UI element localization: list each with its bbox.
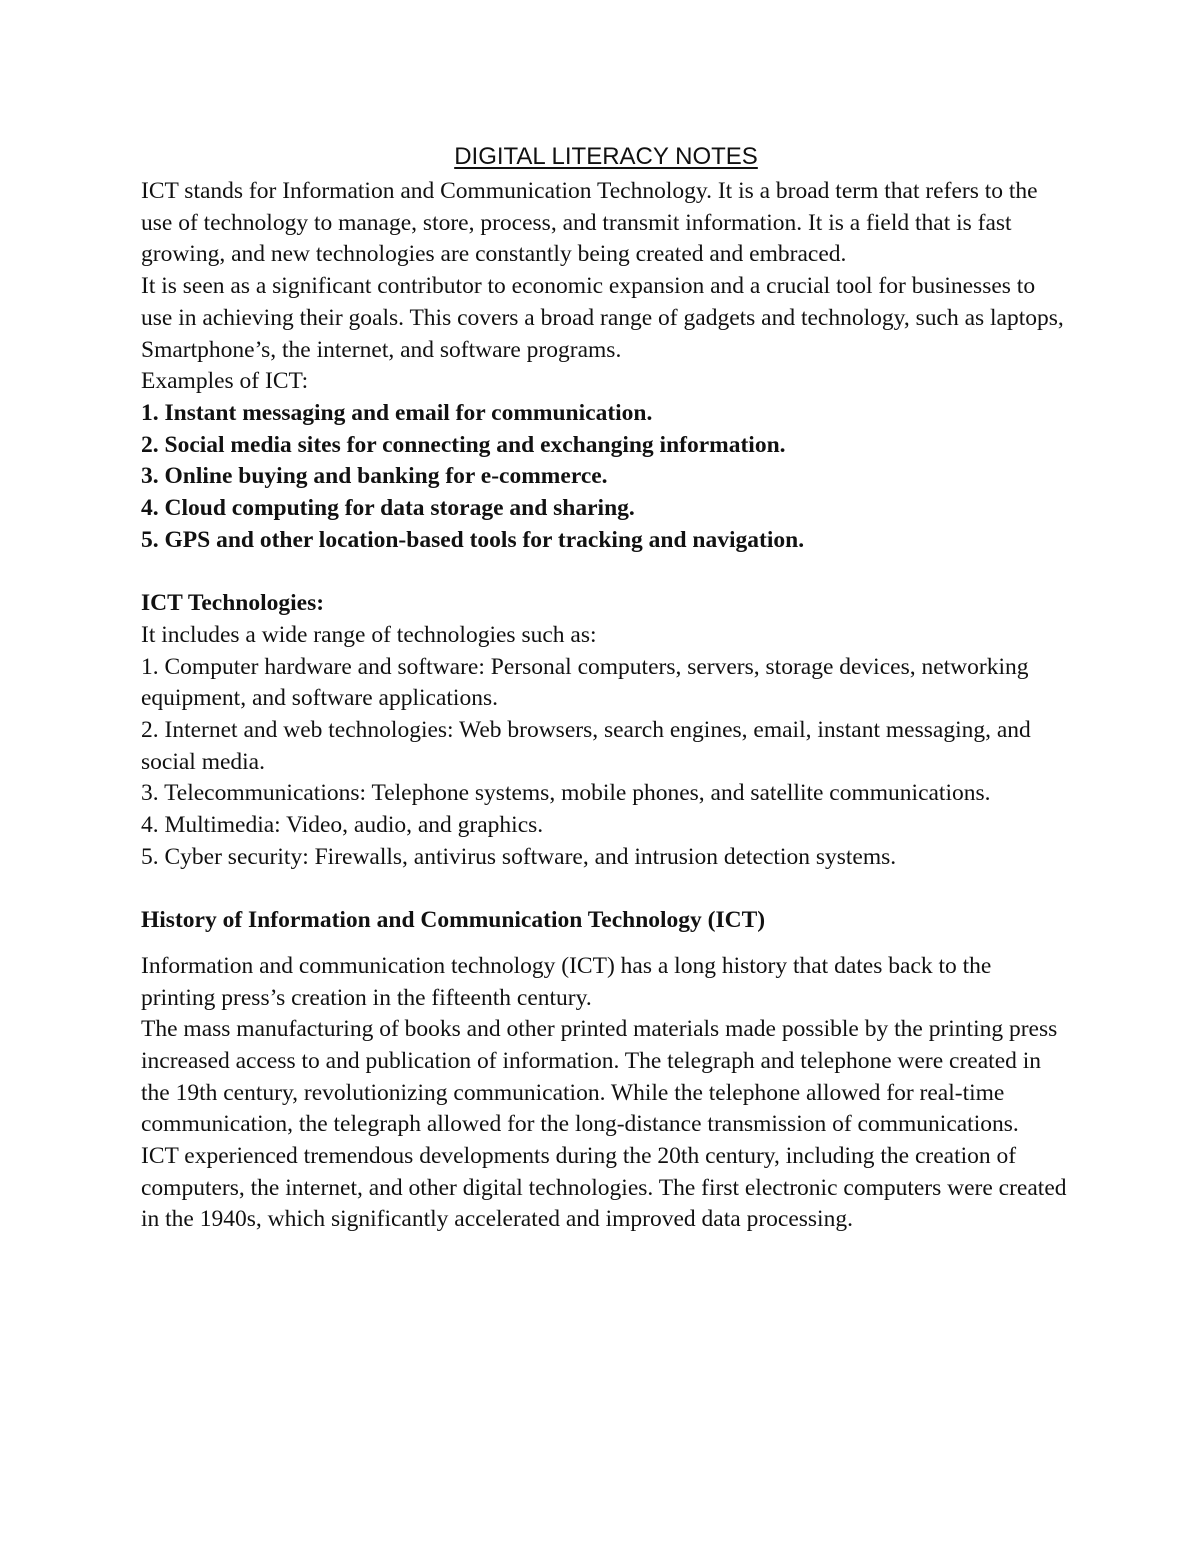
list-item: 4. Multimedia: Video, audio, and graphics. (141, 812, 544, 839)
history-paragraph: ICT experienced tremendous developments during the 20th century, including the creation of computers, the internet, and other digital technologies. The first electronic computers were created in the 1940s, which significantly accelerated and improved data processing. (141, 1143, 1067, 1233)
page-title: DIGITAL LITERACY NOTES (454, 143, 758, 170)
technologies-intro: It includes a wide range of technologies such as: (141, 621, 597, 648)
intro-paragraph: It is seen as a significant contributor to economic expansion and a crucial tool for businesses to use in achieving their goals. This covers a broad range of gadgets and technology, such as laptops, Smartphone’s, the internet, and software programs. (141, 273, 1064, 363)
list-item: 3. Telecommunications: Telephone systems, mobile phones, and satellite communications. (141, 780, 991, 807)
list-item: 5. Cyber security: Firewalls, antivirus software, and intrusion detection systems. (141, 843, 897, 870)
list-item: 5. GPS and other location-based tools for tracking and navigation. (141, 526, 805, 553)
history-paragraph: Information and communication technology (ICT) has a long history that dates back to the printing press’s creation in the fifteenth century. (141, 952, 992, 1011)
document-body (141, 140, 1071, 1236)
history-paragraph: The mass manufacturing of books and other printed materials made possible by the printing press increased access to and publication of information. The telegraph and telephone were created in the 19th century, revolutionizing communication. While the telephone allowed for real-time communication, the telegraph allowed for the long-distance transmission of communications. (141, 1016, 1058, 1138)
spacer (141, 873, 1071, 905)
examples-label: Examples of ICT: (141, 368, 309, 395)
examples-list (141, 398, 1071, 557)
spacer (141, 556, 1071, 588)
section-heading-technologies: ICT Technologies: (141, 590, 325, 617)
list-item: 1. Computer hardware and software: Personal computers, servers, storage devices, networking equipment, and software applications. (141, 653, 1029, 712)
section-heading-history: History of Information and Communication Technology (ICT) (141, 907, 766, 934)
list-item: 1. Instant messaging and email for communication. (141, 399, 653, 426)
list-item: 2. Social media sites for connecting and exchanging information. (141, 431, 786, 458)
list-item: 3. Online buying and banking for e-commerce. (141, 463, 608, 490)
intro-paragraph: ICT stands for Information and Communication Technology. It is a broad term that refers to the use of technology to manage, store, process, and transmit information. It is a field that is fast growing, and new technologies are constantly being created and embraced. (141, 178, 1038, 268)
technologies-list (141, 652, 1071, 874)
list-item: 4. Cloud computing for data storage and sharing. (141, 495, 635, 522)
list-item: 2. Internet and web technologies: Web browsers, search engines, email, instant messaging, and social media. (141, 716, 1031, 775)
